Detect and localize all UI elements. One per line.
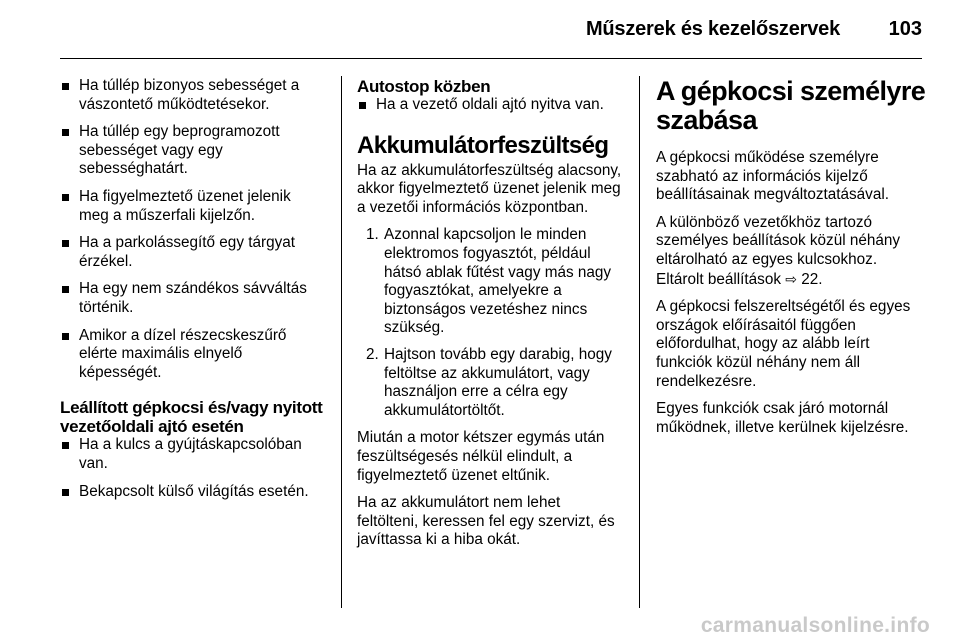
paragraph: Miután a motor kétszer egymás után feszültségesés nélkül elindult, a figyelmeztető üzenet eltűnik. [357, 429, 605, 484]
paragraph [656, 214, 926, 289]
list-item [357, 346, 625, 420]
bullet-icon [62, 442, 69, 449]
list-item [60, 188, 324, 225]
list-item [357, 226, 625, 338]
bullet-icon [62, 240, 69, 247]
bullet-icon [62, 129, 69, 136]
bullet-list [357, 96, 625, 115]
subheading-parked-door-open: Leállított gépkocsi és/vagy nyitott vezetőoldali ajtó esetén [60, 398, 323, 437]
column-1 [60, 77, 324, 510]
column-divider-1 [341, 76, 342, 608]
list-item-text: Ha figyelmeztető üzenet jelenik meg a műszerfali kijelzőn. [79, 187, 291, 224]
bullet-icon [62, 83, 69, 90]
page-number: 103 [888, 18, 922, 40]
list-item-text: Ha egy nem szándékos sávváltás történik. [79, 280, 307, 316]
header-divider [60, 58, 922, 59]
list-item [60, 483, 324, 502]
list-item-text: Ha a vezető oldali ajtó nyitva van. [376, 96, 604, 113]
watermark: carmanualsonline.info [700, 614, 930, 637]
paragraph: Ha az akkumulátort nem lehet feltölteni, keressen fel egy szervizt, és javíttassa ki a hiba okát. [357, 494, 615, 549]
numbered-list [357, 226, 625, 420]
paragraph: A gépkocsi működése személyre szabható az információs kijelző beállításainak megváltoztatásával. [656, 149, 889, 204]
column-divider-2 [639, 76, 640, 608]
step-number: 2. [366, 345, 379, 363]
list-item [60, 123, 324, 179]
step-number: 1. [366, 226, 379, 244]
running-header-title: Műszerek és kezelőszervek [585, 18, 840, 40]
list-item [60, 280, 324, 317]
page-reference[interactable]: 22. [801, 270, 823, 288]
column-3 [656, 77, 926, 446]
step-text: Azonnal kapcsoljon le minden elektromos fogyasztót, például hátsó ablak fűtést vagy más nagy fogyasztókat, amelyekre a biztonságos vezetéshez nincs szükség. [384, 226, 612, 337]
bullet-icon [62, 333, 69, 340]
list-item-text: Ha túllép bizonyos sebességet a vászontető működtetésekor. [79, 77, 300, 113]
section-title-battery-voltage: Akkumulátorfeszültség [357, 131, 609, 159]
list-item-text: Ha túllép egy beprogramozott sebességet vagy egy sebességhatárt. [79, 123, 280, 178]
list-item [357, 96, 625, 115]
paragraph-text: A különböző vezetőkhöz tartozó személyes beállítások közül néhány eltárolható az egyes kulcsokhoz. Eltárolt beállítások [656, 213, 901, 288]
bullet-icon [62, 489, 69, 496]
list-item [60, 327, 324, 383]
subheading-autostop: Autostop közben [357, 77, 491, 96]
page-reference-arrow-icon: ⇨ [785, 270, 797, 287]
list-item [60, 234, 324, 271]
paragraph: Egyes funkciók csak járó motornál működnek, illetve kerülnek kijelzésre. [656, 400, 909, 436]
step-text: Hajtson tovább egy darabig, hogy feltöltse az akkumulátort, vagy használjon erre a célra egy akkumulátortöltőt. [384, 345, 612, 419]
list-item-text: Ha a parkolássegítő egy tárgyat érzékel. [79, 234, 295, 270]
list-item-text: Ha a kulcs a gyújtáskapcsolóban van. [79, 436, 302, 472]
paragraph: A gépkocsi felszereltségétől és egyes országok előírásaitól függően előfordulhat, hogy az alább leírt funkciók közül néhány nem áll rendelkezésre. [656, 298, 911, 390]
list-item-text: Bekapcsolt külső világítás esetén. [79, 482, 309, 500]
section-title-personalization: A gépkocsi személyre szabása [656, 76, 926, 135]
column-2 [357, 77, 625, 559]
list-item [60, 77, 324, 114]
list-item [60, 436, 324, 473]
bullet-list [60, 436, 324, 501]
bullet-icon [62, 286, 69, 293]
bullet-icon [359, 102, 366, 109]
paragraph: Ha az akkumulátorfeszültség alacsony, akkor figyelmeztető üzenet jelenik meg a vezetői információs központban. [357, 161, 622, 216]
bullet-icon [62, 194, 69, 201]
bullet-list [60, 77, 324, 382]
list-item-text: Amikor a dízel részecskeszűrő elérte maximális elnyelő képességét. [79, 326, 287, 381]
